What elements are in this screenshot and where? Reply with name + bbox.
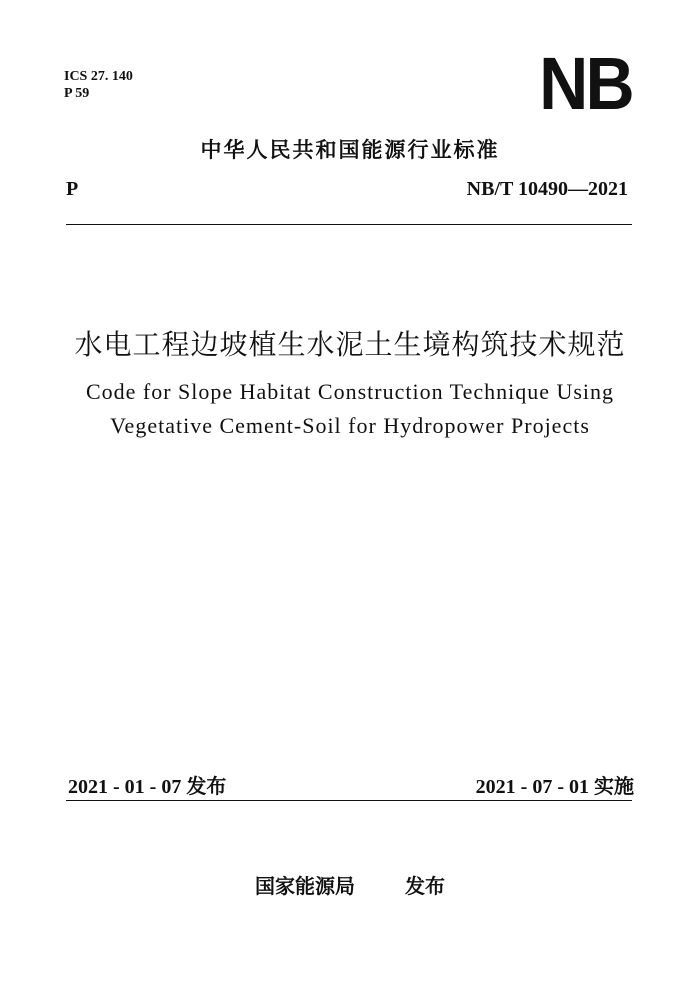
category-code: P — [66, 178, 79, 200]
implement-date: 2021 - 07 - 01 — [475, 776, 589, 798]
implement-date-block — [476, 770, 634, 799]
title-chinese: 水电工程边坡植生水泥土生境构筑技术规范 — [74, 328, 626, 361]
title-english-line-1: Code for Slope Habitat Construction Technique Using — [85, 379, 615, 404]
issuer-block — [0, 870, 700, 899]
nb-logo: NB — [539, 42, 632, 125]
ics-code: ICS 27. 140 — [64, 69, 133, 84]
issue-label: 发布 — [186, 774, 227, 798]
ccs-code: P 59 — [64, 86, 90, 101]
issuer-name: 国家能源局 — [255, 874, 356, 898]
issuer-action: 发布 — [404, 874, 445, 898]
classification-codes — [64, 68, 133, 102]
header-divider — [66, 224, 632, 225]
standard-number: NB/T 10490—2021 — [466, 178, 628, 200]
footer-divider — [66, 800, 632, 801]
title-english-line-2: Vegetative Cement-Soil for Hydropower Projects — [110, 413, 590, 438]
standard-authority: 中华人民共和国能源行业标准 — [200, 138, 500, 162]
implement-label: 实施 — [594, 774, 634, 798]
issue-date-block — [68, 770, 226, 799]
issue-date: 2021 - 01 - 07 — [68, 776, 182, 798]
